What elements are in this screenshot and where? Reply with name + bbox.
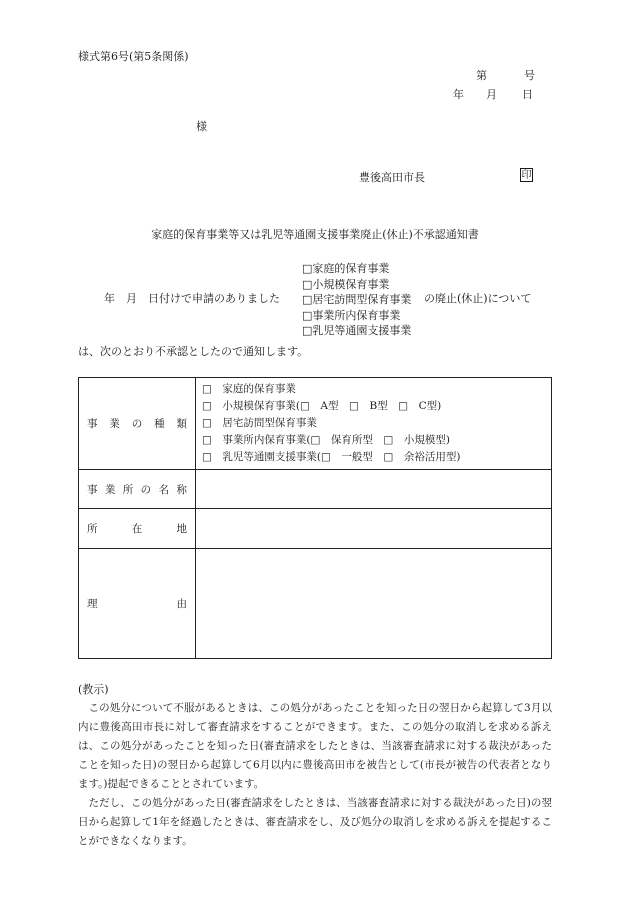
details-table [78,377,552,659]
spread-label [87,416,187,431]
label-char: 名 [158,483,170,496]
label-char: 地 [176,523,187,535]
business-type-option: □ 事業所内保育事業(□ 保育所型 □ 小規模型) [202,434,450,446]
location-value [196,509,552,549]
instruction-paragraph: この処分について不服があるときは、この処分があったことを知った日の翌日から起算して3月以内に豊後高田市長に対して審査請求をすることができます。また、この処分の取消しを求める訴えは、この処分があったことを知った日(審査請求をしたときは、当該審査請求に対する裁決があったことを知った日)の翌日から起算して6月以内に豊後高田市を被告として(市長が被告の代表者となります。)提起できることとされています。 [78,702,552,790]
business-type-cell [196,378,552,470]
location-label [79,509,196,549]
spread-label [87,596,187,611]
label-char: 在 [131,523,143,535]
spread-label [87,482,187,497]
business-type-option: □ 居宅訪問型保育事業 [202,417,317,429]
label-char: 所 [122,483,134,496]
label-char: 業 [109,418,120,430]
business-type-option: □ 家庭的保育事業 [202,383,296,395]
document-title: 家庭的保育事業等又は乳児等通園支援事業廃止(休止)不承認通知書 [151,228,479,241]
spread-label [87,521,187,536]
label-char: の [131,418,143,430]
closure-text: の廃止(休止)について [424,292,532,305]
table-row [79,378,552,470]
business-type-option: □ 乳児等通園支援事業(□ 一般型 □ 余裕活用型) [202,451,461,463]
date-month: 月 [486,88,497,101]
label-char: 類 [176,418,187,430]
notice-line: は、次のとおり不承認としたので通知します。 [78,345,309,358]
business-type-label [79,378,196,470]
form-number: 様式第6号(第5条関係) [78,50,189,63]
facility-option: □事業所内保育事業 [302,308,401,322]
number-suffix: 号 [524,69,535,82]
label-char: 事 [87,418,98,430]
instruction-body [78,699,552,851]
label-char: 由 [176,598,187,610]
label-char: 所 [87,523,98,535]
seal-mark: 印 [521,170,532,181]
reason-label [79,549,196,659]
facility-option: □居宅訪問型保育事業 [302,293,412,307]
date-day: 日 [522,88,533,101]
label-char: 称 [176,483,187,496]
table-row [79,549,552,659]
business-type-option: □ 小規模保育事業(□ A型 □ B型 □ C型) [202,400,442,412]
table-row [79,509,552,549]
facility-option: □家庭的保育事業 [302,262,390,275]
label-char: 理 [87,598,98,610]
addressee-suffix: 様 [196,120,207,133]
facility-option: □小規模保育事業 [302,277,390,291]
facility-name-label [79,470,196,509]
table-row [79,470,552,509]
facility-option: □乳児等通園支援事業 [302,324,412,338]
label-char: 事 [87,483,98,496]
number-prefix: 第 [476,69,487,82]
reason-value [196,549,552,659]
issuer-name: 豊後高田市長 [359,171,425,184]
label-char: 種 [154,418,165,430]
label-char: 業 [104,483,116,496]
date-year: 年 [453,88,464,101]
facility-type-options [302,261,411,339]
application-date-text: 年 月 日付けで申請のありました [104,292,280,305]
instruction-paragraph: ただし、この処分があった日(審査請求をしたときは、当該審査請求に対する裁決があった日)の翌日から起算して1年を経過したときは、審査請求をし、及び処分の取消しを求める訴えを提起することができなくなります。 [78,797,552,847]
label-char: の [140,483,152,496]
instruction-heading: (教示) [78,683,109,696]
facility-name-value [196,470,552,509]
